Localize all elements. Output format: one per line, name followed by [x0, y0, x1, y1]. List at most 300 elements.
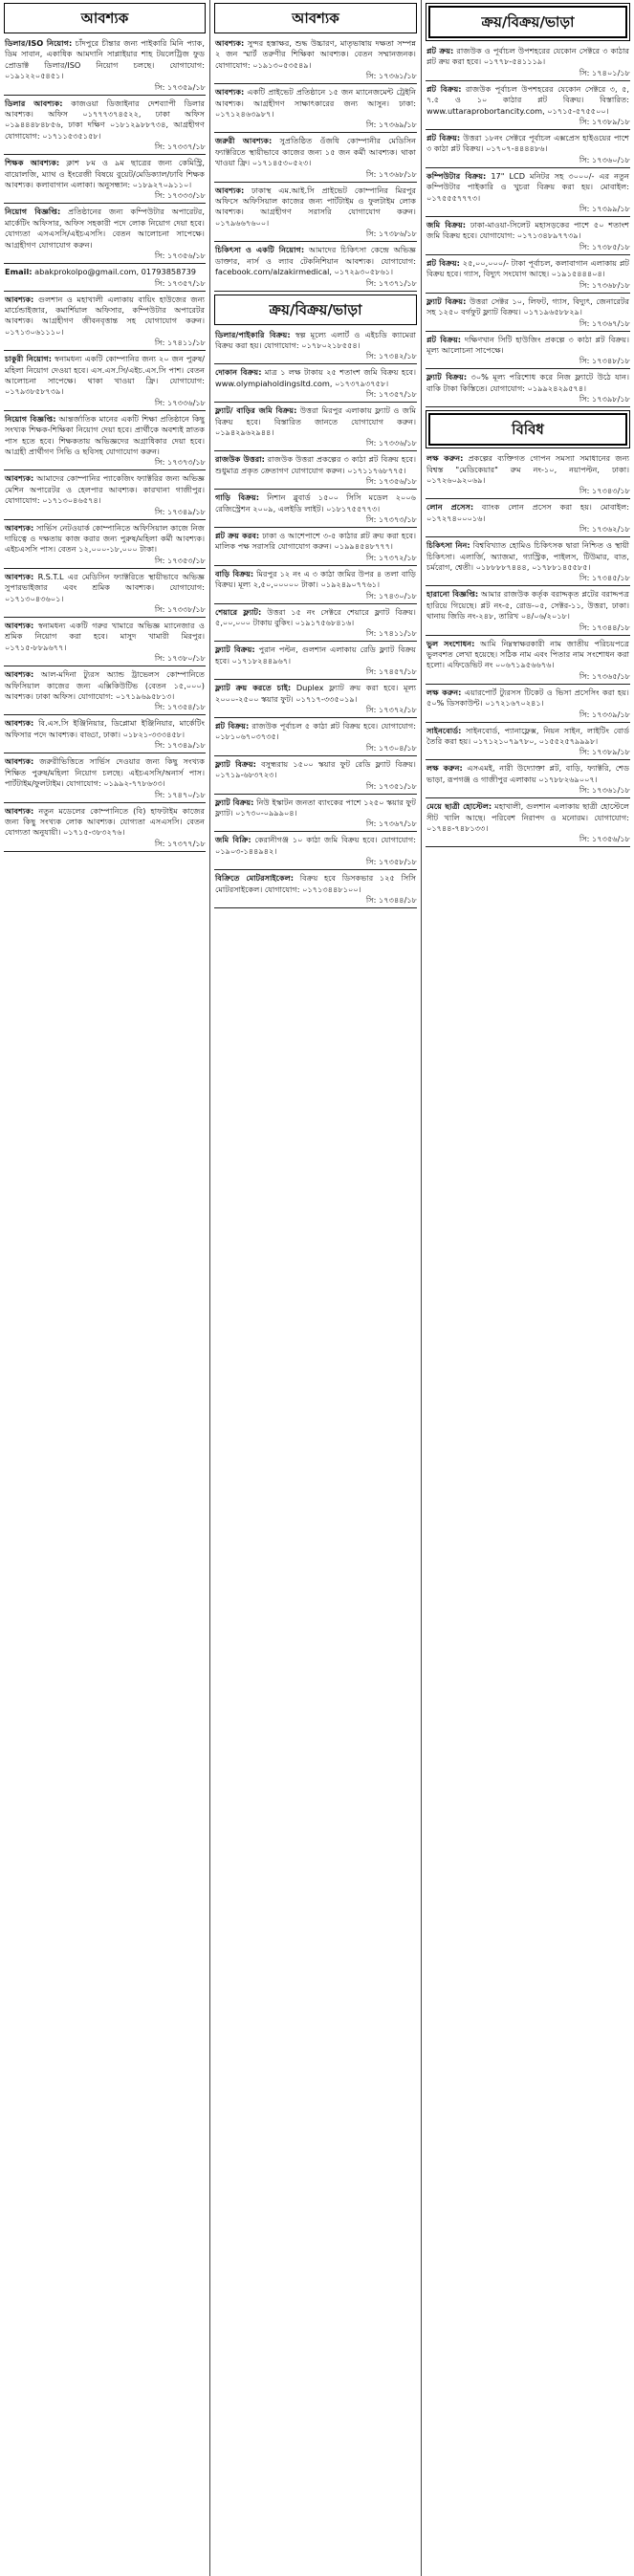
classified-ad [214, 405, 417, 451]
ad-lead: নিয়োগ বিজ্ঞপ্তি: [5, 207, 61, 217]
classified-ad [214, 492, 417, 528]
column-divider [209, 0, 210, 2576]
ad-lead: ফ্ল্যাট বিক্রয়: [215, 758, 256, 769]
ad-text: আন্তর্জাতিক মানের একটি শিক্ষা প্রতিষ্ঠানে কিছু সংখ্যক শিক্ষক-শিক্ষিকা নিয়োগ দেয়া হবে। প্রার্থীকে অবশ্যই স্নাতক পাস হতে হবে। শিক্ষকতায় অভিজ্ঞদের অগ্রাধিকার দেয়া হবে। আগ্রহী প্রার্থীগণ সিভি ও ছবিসহ যোগাযোগ করুন। [5, 413, 205, 456]
ad-body [426, 133, 630, 155]
ad-text: স্বল্প মূল্যে এলার্ট ও এইচডি ক্যামেরা বিক্রয় করা হয়। যোগাযোগ: ০১৭৮০২১৮৫৫৪। [215, 329, 417, 350]
ad-divider [214, 907, 417, 908]
ad-divider [214, 794, 417, 795]
ad-reference: সি: ১৭৩৯৮/১৮ [579, 394, 630, 404]
ad-lead: আবশ্যক: [5, 669, 34, 680]
ad-body [426, 296, 630, 318]
classified-ad [4, 473, 206, 519]
ad-text: নিশান ব্লুবার্ড ১৫০০ সিসি মডেল ২০০৬ রেজিস্ট্রেশন ২০০৯, এলইডি লাইট। ০১৮১৭৫৫৭৭৩। [215, 492, 416, 513]
ad-divider [214, 489, 417, 490]
column-left [4, 0, 206, 2576]
classified-ad [426, 258, 630, 294]
ad-lead: আবশ্যক: [5, 522, 34, 533]
ad-reference: সি: ১৭৪৭০/১৮ [154, 789, 206, 799]
ad-lead: Email: [5, 267, 33, 277]
classified-ad [426, 46, 630, 81]
ad-text: ঢাকা-মাওয়া-সিলেট মহাসড়কের পাশে ৫০ শতাংশ জমি বিক্রয় হবে। যোগাযোগ: ০১৭১৩৪৮৯৭৭৩৯। [426, 220, 629, 241]
ad-lead: জমি বিক্রয়: [426, 220, 467, 230]
section-heading: ক্রয়/বিক্রয়/ভাড়া [214, 295, 417, 325]
ad-divider [426, 759, 630, 760]
ad-text: 17" LCD মনিটর সহ ৩০০০/- এর নতুন কম্পিউটার পাইকারি ও খুচরা বিক্রয় করা হয়। মোবাইল: ০১৭৫৫৫৭৭৭৩। [426, 170, 629, 203]
ad-reference: সি: ১৭৩৮৫/১৮ [579, 241, 630, 251]
ad-divider [426, 797, 630, 798]
ad-text: বিশ্ববিখ্যাত হোমিও চিকিৎসক দ্বারা নিশ্চিত ও স্থায়ী চিকিৎসা। এলার্জি, অ্যাজমা, গ্যাস্ট্রিক, পাইলস, টিউমার, বাত, চর্মরোগ, শ্বেতী। ০১৮৮৮৮৭৪৪৪, ০১৭৮৮১৪৫৫৮৫। [426, 540, 629, 572]
ad-divider [214, 755, 417, 756]
ad-divider [426, 331, 630, 332]
column-middle [214, 0, 417, 2576]
classified-ad [426, 84, 630, 130]
ad-reference: সি: ১৭৩৯৯/১৮ [579, 204, 630, 214]
ad-lead: লক্ষ করুন: [426, 763, 463, 774]
classified-ad [4, 756, 206, 802]
classified-ad [426, 801, 630, 847]
classified-ad [426, 171, 630, 217]
section-heading: বিবিধ [428, 413, 627, 446]
ad-reference: সি: ১৭৩৬০/১৮ [579, 154, 630, 164]
ad-text: ঢাকা ও আশেপাশে ৩-৫ কাঠার প্লট ক্রয় করা হবে। মালিক পক্ষ সরাসরি যোগাযোগ করুন। ০১৯৯৪৫৪৮৭৭৭। [215, 530, 416, 552]
classified-ad [426, 540, 630, 586]
ad-body [214, 797, 417, 819]
ad-reference: সি: ১৭৩৬৯/১৮ [365, 120, 417, 130]
ad-reference: সি: ১৭৩৫৩/১৮ [154, 555, 206, 565]
ad-reference: সি: ১৭৩৬৮/১৮ [579, 279, 630, 290]
ad-lead: আবশ্যক: [5, 718, 34, 729]
ad-divider [214, 679, 417, 680]
ad-lead: ভুল সংশোধন: [426, 638, 475, 648]
ad-body [426, 171, 630, 204]
ad-reference: সি: ১৭৩৮৯/১৮ [579, 117, 630, 127]
ad-reference: সি: ১৭৩৭৩/১৮ [365, 513, 417, 524]
ad-lead: গাড়ি বিক্রয়: [215, 492, 260, 503]
ad-reference: সি: ১৭৩৫৪/১৮ [154, 702, 206, 712]
ad-body [426, 220, 630, 242]
classified-ad [214, 683, 417, 718]
ad-body [4, 523, 206, 556]
ad-reference: সি: ১৭৩৭৭/১৮ [154, 838, 206, 848]
ad-text: সুন্দর হস্তাক্ষর, শুদ্ধ উচ্চারণ, মাতৃভাষায় দক্ষতা সম্পন্ন ২ জন স্মার্ট তরুণীর শিক্ষিকা আবশ্যক। বেতন সম্মানজনক। যোগাযোগ: ০১৯১৩০৫৩৫৪৯। [215, 38, 416, 70]
ad-text: উত্তরা ১৫ নং সেক্টরে শেয়ারে ফ্ল্যাট বিক্রয়। ৫,০০,০০০ টাকায় বুকিং। ০১৯১৭৫৬৮৪১৬। [215, 606, 416, 627]
ad-lead: ফ্ল্যাট বিক্রয়: [426, 372, 468, 382]
ad-divider [214, 450, 417, 451]
ad-lead: আবশ্যক: [5, 756, 34, 767]
classified-ad [214, 873, 417, 908]
ad-reference: সি: ১৭৩৫৮/১৮ [365, 857, 417, 867]
ad-divider [426, 167, 630, 168]
ad-reference: সি: ১৭৩৭৩/১৮ [154, 457, 206, 468]
ad-reference: সি: ১৭৩৪২/১৮ [365, 351, 417, 361]
ad-text: নিউ ইস্কাটন জনতা ব্যাংকের পাশে ১২৫০ স্কয়ার ফুট ফ্ল্যাট। ০১৭৩০-০৯৯৯০৪। [215, 797, 416, 819]
ad-reference: সি: ১৭৩৮৬/১৮ [365, 229, 417, 239]
ad-body [426, 801, 630, 834]
ad-reference: সি: ১৭৩৩৯/১৮ [579, 709, 630, 719]
ad-body [214, 759, 417, 781]
classified-ad [214, 721, 417, 756]
section-heading: আবশ্যক [4, 3, 206, 33]
ad-reference: সি: ১৭৩৪৩/১৮ [579, 486, 630, 496]
ad-reference: সি: ১৭৪৩০/১৮ [365, 590, 417, 600]
classified-ad [426, 372, 630, 407]
ad-reference: সি: ১৭৩৫৯/১৮ [154, 81, 206, 92]
ad-body [4, 267, 206, 277]
ad-lead: কম্পিউটার বিক্রয়: [426, 170, 487, 181]
ad-divider [4, 469, 206, 470]
ad-text: একটি প্রাইভেট প্রতিষ্ঠানে ১৫ জন ম্যানেজমেন্ট ট্রেইনি আবশ্যক। আগ্রহীগণ সাক্ষাৎকারের জন্য আসুন। ঢাকা: ০১৭১২৪৬৩৯৮৭। [215, 87, 416, 120]
classified-ad [214, 245, 417, 291]
ad-text: ৩০% মূল্য পরিশোধ করে নিজ ফ্ল্যাটে উঠে যান। বাকি টাকা কিস্তিতে। যোগাযোগ: ০১৯৯২৪২৯৫৭৪। [426, 372, 629, 393]
ad-lead: প্লট ক্রয় করব: [215, 530, 260, 540]
classified-ad [214, 607, 417, 643]
ad-reference: সি: ১৭৩৫৬/১৮ [365, 476, 417, 487]
ad-divider [4, 802, 206, 803]
ad-text: পুরান পল্টন, গুলশান এলাকায় রেডি ফ্ল্যাট বিক্রয় হবে। ০১৭১৮২৪৪৯৬৭। [215, 644, 416, 666]
ad-divider [4, 350, 206, 351]
ad-divider [426, 368, 630, 369]
classified-ad [426, 220, 630, 255]
ad-reference: সি: ১৭৩৬৭/১৮ [365, 819, 417, 829]
ad-body [4, 295, 206, 338]
ad-reference: সি: ১৭৩৭২/১৮ [365, 552, 417, 562]
ad-body [214, 531, 417, 553]
classified-ad [4, 572, 206, 618]
ad-divider [4, 519, 206, 520]
ad-text: মিরপুর ১২ নং এ ৩ কাঠা জমির উপর ৪ তলা বাড়ি বিক্রয়। মূল্য ২,৫০,০০০০০ টাকা। ০১৯২৪৯০৭৭৬১। [215, 568, 417, 590]
ad-body [426, 540, 630, 573]
ad-lead: ফ্ল্যাট বিক্রয়: [215, 644, 255, 655]
ad-body [4, 98, 206, 142]
section-heading: ক্রয়/বিক্রয়/ভাড়া [428, 6, 627, 38]
ad-lead: শেয়ারে ফ্ল্যাট: [215, 606, 262, 617]
classified-ad [4, 523, 206, 569]
ad-divider [214, 291, 417, 292]
ad-text: উত্তরা সেক্টর ১০, লিফট, গ্যাস, বিদ্যুৎ, জেনারেটর সহ ১২৫০ বর্গফুট ফ্ল্যাট বিক্রয়। ০১৭১৯৬৫৮৮২৯। [426, 295, 629, 317]
ad-body [4, 756, 206, 789]
ad-divider [214, 132, 417, 133]
ad-reference: সি: ১৭৩৬১/১৮ [579, 785, 630, 796]
ad-body [214, 245, 417, 277]
ad-lead: শিক্ষক আবশ্যক: [5, 158, 60, 168]
classified-ad [426, 639, 630, 685]
section-heading: আবশ্যক [214, 3, 417, 33]
ad-text: Duplex ফ্ল্যাট ক্রয় করা হবে। মূল্য ২০০০-২৫০০ স্কয়ার ফুট। ০১৭১৭-৩৩৫০১৯। [215, 683, 416, 704]
ad-divider [426, 254, 630, 255]
ad-lead: মেয়ে ছাত্রী হোস্টেল: [426, 801, 492, 812]
ad-body [4, 669, 206, 702]
classified-ad [214, 759, 417, 795]
classified-ad [214, 38, 417, 84]
ad-lead: বাড়ি বিক্রয়: [215, 568, 254, 579]
ad-body [214, 38, 417, 71]
ad-text: এসএমই, নারী উদ্যোক্তা প্লট, বাড়ি, ফ্যাক্টরি, শেড ভাড়া, রূপগঞ্জ ও গাজীপুর এলাকায় ০১৭৮৮২৬৯০০৭। [426, 763, 629, 784]
classified-ad [4, 718, 206, 753]
ad-divider [426, 846, 630, 847]
ad-text: ক্লাশ ৮ম ও ৯ম ছাত্রের জন্য কেমিস্ট্রি, বায়োলজি, ম্যাথ ও ইংরেজী বিষয়ে বুয়েট/মেডিক্যাল/ঢাবি শিক্ষক আবশ্যক। কলাবাগান এলাকা। অনুসন্ধান: ০১৮৯২৭০৯১১০। [5, 158, 206, 190]
ad-lead: প্লট ক্রয়: [426, 46, 454, 55]
ad-text: রাজউক ও পূর্বাচল উপশহরের যেকোন সেক্টরে ৩ কাঠার প্লট ক্রয় করা হবে। ০১৭৭৮-৫৪১১১৯। [426, 46, 629, 67]
ad-reference: সি: ১৭৩৫৭/১৮ [154, 277, 206, 288]
ad-text: আমার রাজউক কর্তৃক বরাদ্দকৃত প্লটের বরাদ্দপত্র হারিয়ে গিয়েছে। প্লট নং-৫, রোড-০৫, সেক্টর-১১, উত্তরা, ঢাকা। থানায় জিডি নং-২৪৮, তারিখ ০৪/০৬/২০১৮। [426, 589, 630, 622]
ad-text: রাজউক পূর্বাচল ৫ কাঠা প্লট বিক্রয় হবে। যোগাযোগ: ০১৮১০৬৭০৩৭৩৫। [215, 721, 417, 742]
ad-lead: প্লট বিক্রয়: [426, 83, 462, 94]
classified-ad [4, 621, 206, 666]
ad-lead: প্লট বিক্রয়: [215, 721, 250, 731]
classified-ad [4, 38, 206, 96]
ad-divider [214, 402, 417, 403]
ad-divider [426, 498, 630, 499]
ad-text: কাজওয়া ডিজাইনার দেশব্যাপী ডিলার আবশ্যক। অফিস ০১৭৭৭৩৭৪৫২২, ঢাকা অফিস ০১৯৪৪৪৮৪৮৫৬, ঢাকা দক্ষিণ ০১৮১২৯৮৮৭৩৪, আগ্রহীগণ যোগাযোগ: ০১৭১১৫৩৫১৫৮। [5, 98, 206, 141]
ad-body [214, 405, 417, 438]
ad-reference: সি: ১৭৩৪৮/১৮ [579, 356, 630, 366]
ad-lead: লক্ষ করুন: [426, 687, 462, 697]
ad-reference: সি: ১৭৩৩৮/১৮ [154, 604, 206, 615]
ad-reference: সি: ১৭৩৬১/১৮ [365, 71, 417, 81]
ad-reference: সি: ১৭৩৮৯/১৮ [579, 747, 630, 757]
ad-reference: সি: ১৭৩৮০/১৮ [154, 653, 206, 664]
ad-reference: সি: ১৭৩৩৬/১৮ [154, 397, 206, 407]
ad-reference: সি: ১৭৩৭১/১৮ [365, 277, 417, 288]
column-right [426, 0, 630, 2576]
ad-divider [214, 717, 417, 718]
ad-body [214, 330, 417, 352]
ad-body [426, 688, 630, 709]
ad-body [426, 372, 630, 394]
ad-body [4, 207, 206, 251]
ad-body [4, 621, 206, 653]
classified-ad [426, 688, 630, 723]
classified-ad [426, 502, 630, 537]
classified-ad [4, 806, 206, 852]
classified-ad [214, 186, 417, 243]
ad-reference: সি: ১৭৩৫৭/১৮ [365, 389, 417, 400]
ad-divider [214, 182, 417, 183]
ad-divider [426, 722, 630, 723]
ad-lead: আবশ্যক: [5, 621, 34, 631]
ad-text: কেরানীগঞ্জ ১০ কাঠা জমি বিক্রয় হবে। যোগাযোগ: ০১৯০৩-১৪৪৯৪২। [215, 835, 416, 856]
ad-text: R.S.T.L এর মেডিসিন ফ্যাক্টরিতে স্থায়ীভাবে অভিজ্ঞ সুপারভাইজার এবং শ্রমিক আবশ্যক। যোগাযোগ: ০১৭১৩০৪৩৬০১। [5, 571, 205, 603]
ad-text: ঢাকাস্থ এম.আই.সি প্রাইভেট কোম্পানির মিরপুর অফিসে অফিসিয়াল কাজের জন্য পার্টটাইম ও ফুলটাইম লোক আবশ্যক। আগ্রহীগণ সরাসরি যোগাযোগ করুন। ০১৭৯৬৬৭৬০০। [215, 185, 416, 228]
ad-reference: সি: ১৭৪১১/১৮ [365, 628, 417, 639]
ad-lead: জরুরী আবশ্যক: [215, 136, 273, 146]
ad-divider [4, 410, 206, 411]
ad-lead: আবশ্যক: [5, 571, 34, 581]
ad-text: উত্তরা ১৮নং সেক্টরে পূর্বাচল এক্সপ্রেস হাইওয়ের পাশে ৩ কাঠা প্লট বিক্রয়। ০১৭০৭-৪৪৪৪৮৬। [426, 133, 630, 154]
ad-lead: আবশ্যক: [215, 87, 245, 98]
ad-text: উত্তরা মিরপুর এলাকায় ফ্ল্যাট ও জমি বিক্রয় হবে। বিস্তারিত জানতে যোগাযোগ করুন। ০১৯৪২৯৬২৯৪৪। [215, 405, 416, 437]
ad-text: আমাদের চিকিৎসা কেন্দ্রে অভিজ্ঞ ডাক্তার, নার্স ও ল্যাব টেকনিশিয়ান আবশ্যক। যোগাযোগ: facebook.com/alzakirmedical, ০১৭২৯৩০৫৮৬১। [215, 245, 417, 277]
ad-lead: ফ্ল্যাট ক্রয় করতে চাই: [215, 683, 292, 693]
ad-body [426, 763, 630, 785]
ad-divider [214, 83, 417, 84]
ad-text: আল-মদিনা ট্যুরস অ্যান্ড ট্রাভেলস কোম্পানিতে অফিসিয়াল কাজের জন্য এক্সিকিউটিভ (বেতন ১৫,০০০) আবশ্যক। ঢাকা অফিস। যোগাযোগ: ০১৭১৯৬৯৫৮১৩। [5, 669, 205, 702]
ad-lead: সাইনবোর্ড: [426, 725, 462, 735]
classified-ad [4, 98, 206, 156]
ad-body [214, 454, 417, 476]
ad-reference: সি: ১৭৩৬৭/১৮ [579, 317, 630, 328]
ad-text: বিক্রয় হবে ডিসকভার ১২৫ সিসি মোটরসাইকেল। যোগাযোগ: ০১৭১৩৪৪৮১০০। [215, 873, 416, 894]
ad-text: বি.এস.সি ইঞ্জিনিয়ার, ডিপ্লোমা ইঞ্জিনিয়ার, মার্কেটিং অফিসার পদে আবশ্যক। বাড্ডা, ঢাকা। ০১৮২১-৩৩৩৪৫৮। [5, 718, 205, 739]
ad-lead: চাকুরী নিয়োগ: [5, 354, 52, 364]
ad-lead: নিয়োগ বিজ্ঞপ্তি: [5, 413, 56, 424]
ad-body [426, 258, 630, 280]
ad-lead: প্লট বিক্রয়: [426, 257, 460, 268]
ad-divider [426, 129, 630, 130]
ad-body [4, 806, 206, 839]
ad-divider [4, 291, 206, 292]
classified-ad [214, 367, 417, 403]
ad-text: স্বনামধন্য একটি গরুর খামারে অভিজ্ঞ ম্যানেজার ও শ্রমিক নিয়োগ করা হবে। মাসুদ খামারী মিরপুর। ০১৭১৫-৮৮৯৬৭৭। [5, 621, 205, 652]
ad-body [426, 639, 630, 671]
ad-divider [214, 869, 417, 870]
classified-ad [426, 453, 630, 499]
ad-lead: প্লট বিক্রয়: [426, 133, 461, 143]
ad-divider [426, 536, 630, 537]
ad-lead: ফ্ল্যাট বিক্রয়: [426, 295, 467, 306]
classified-ad [426, 335, 630, 370]
classified-ad [214, 531, 417, 566]
ad-text: রাজউক পূর্বাচল উপশহরের যেকোন সেক্টরে ৩, ৫, ৭.৫ ও ১০ কাঠার প্লট বিক্রয়। বিস্তারিত: www.uttaraprobortancity.com, ০১৭১৫-৫৭৫৫০০। [426, 83, 630, 116]
ad-body [214, 607, 417, 629]
ad-reference: সি: ১৭৩৫৬/১৮ [154, 251, 206, 261]
ad-divider [214, 831, 417, 832]
ad-body [426, 502, 630, 524]
ad-lead: চিকিৎসা ও একটি নিয়োগ: [215, 245, 305, 255]
classified-ad [214, 136, 417, 182]
ad-lead: আবশ্যক: [5, 294, 34, 304]
ad-divider [4, 263, 206, 264]
classified-ad [214, 569, 417, 604]
ad-text: রাজউক উত্তরা প্রকল্পের ৩ কাঠা প্লট বিক্রয় হবে। শুধুমাত্র প্রকৃত ক্রেতাগণ যোগাযোগ করুন। ০১৭১১৭৬৮৭৭৫। [215, 454, 416, 475]
ad-reference: সি: ১৭৩৪৯/১৮ [154, 740, 206, 751]
ad-divider [4, 617, 206, 618]
ad-body [214, 683, 417, 705]
ad-body [214, 644, 417, 666]
ad-divider [426, 684, 630, 685]
ad-text: স্বনামধন্য একটি কোম্পানির জন্য ২০ জন পুরুষ/মহিলা নিয়োগ দেওয়া হবে। এস.এস.সি/এইচ.এস.সি পাশ। বেতন আলোচনা সাপেক্ষে। থাকা খাওয়া ফ্রি। যোগাযোগ: ০১৭৯৩৮৫৮৭৩৯। [5, 354, 206, 397]
ad-lead: ফ্ল্যাট বিক্রয়: [215, 797, 254, 807]
ad-lead: লোন প্রসেস: [426, 502, 474, 513]
classified-ad [426, 726, 630, 761]
ad-divider [426, 635, 630, 636]
ad-text: আমাদের কোম্পানির প্যাকেজিং ফ্যাক্টরির জন্য অভিজ্ঞ মেশিন অপারেটর ও হেলপার আবশ্যক। কারখানা গাজীপুর। যোগাযোগ: ০১৭১৩০৪৬৫৭৪। [5, 473, 206, 506]
ad-reference: সি: ১৭৪০১/১৮ [579, 67, 630, 77]
ad-reference: সি: ১৭৩৩৬/১৮ [365, 438, 417, 448]
ad-reference: সি: ১৭৪১১/১৮ [154, 338, 206, 348]
ad-body [214, 367, 417, 389]
ad-lead: আবশ্যক: [215, 185, 245, 195]
ad-reference: সি: ১৭৩৭২/১৮ [365, 705, 417, 715]
ad-divider [214, 363, 417, 364]
ad-body [426, 453, 630, 486]
column-divider [421, 0, 422, 2576]
ad-text: ২৫,০০,০০০/- টাকা পূর্বাচল, কলাবাগান এলাকায় প্লট বিক্রয় হবে। গ্যাস, বিদ্যুৎ সংযোগ আছে। ০১৯১৫৪৪৪০৪। [426, 257, 629, 279]
ad-divider [4, 851, 206, 852]
ad-body [214, 186, 417, 229]
ad-lead: ফ্ল্যাট/ বাড়ির জমি বিক্রয়: [215, 405, 297, 416]
ad-text: বসুন্ধরায় ১৫০০ স্কয়ার ফুট রেডি ফ্ল্যাট বিক্রয়। ০১৭১৯-৬৮৩৭২৩। [215, 758, 416, 780]
ad-lead: আবশ্যক: [5, 473, 34, 484]
ad-lead: আবশ্যক: [5, 805, 34, 816]
ad-text: প্রকল্পের ব্যক্তিগত গোপন সমস্যা সমাধানের জন্য বিশ্বস্ত "মেডিকেয়ার" রুম নং-১০, নয়াপল্টন, ঢাকা। ০১৭২৬০৯২০৬৯। [426, 453, 629, 485]
classified-ad [426, 133, 630, 168]
ad-divider [214, 527, 417, 528]
ad-reference: সি: ১৭৩৬৫/১৮ [579, 670, 630, 681]
ad-lead: আবশ্যক: [215, 38, 245, 48]
ad-lead: জমি বিক্রি: [215, 835, 251, 845]
ad-reference: সি: ১৭৩৪৫/১৮ [579, 573, 630, 583]
ad-lead: রাজউক উত্তরা: [215, 454, 265, 465]
ad-lead: ডিলার/পাইকারি বিক্রয়: [215, 329, 291, 339]
ad-reference: সি: ১৭৩৩৩/১৮ [154, 190, 206, 201]
ad-body [214, 873, 417, 895]
ad-divider [4, 203, 206, 204]
ad-lead: লক্ষ করুন: [426, 453, 464, 464]
ad-reference: সি: ১৭৩৪৯/১৮ [154, 506, 206, 516]
ad-text: মাত্র ১ লক্ষ টাকায় ২৫ শতাংশ জমি বিক্রয় হবে। www.olympiaholdingsltd.com, ০১৭৩৭৯৩৭৫৮। [215, 367, 417, 388]
ad-text: সার্ভিস নেটওয়ার্ক কোম্পানিতে অফিসিয়াল কাজে নিজ দায়িত্বে ও দক্ষতায় কাজ করার জন্য পুরুষ/মহিলা কর্মী আবশ্যক। এইচএসসি পাস। বেতন ১২,০০০-১৮,০০০ টাকা। [5, 522, 205, 555]
ad-text: দক্ষিণখান সিটি হাউজিং প্রকল্পে ৩ কাঠা প্লট বিক্রয়। মূল্য আলোচনা সাপেক্ষে। [426, 334, 629, 355]
ad-divider [426, 293, 630, 294]
ad-divider [214, 603, 417, 604]
ad-body [214, 569, 417, 591]
ad-divider [4, 568, 206, 569]
ad-reference: সি: ১৭৩৪৪/১৮ [365, 895, 417, 906]
ad-body [4, 718, 206, 740]
ad-body [214, 87, 417, 120]
ad-reference: সি: ১৭৩৫৬/১৮ [579, 834, 630, 844]
ad-reference: সি: ১৭৩৬২/১৮ [579, 524, 630, 535]
ad-reference: সি: ১৭৩৩৭/১৮ [154, 142, 206, 152]
ad-divider [4, 714, 206, 715]
ad-body [214, 835, 417, 857]
ad-divider [426, 80, 630, 81]
ad-text: এয়ারপোর্ট ট্যুরসস টিকেট ও ভিসা প্রসেসিং করা হয়। ৫০% ডিসকাউন্ট। ০১৭২১৬৭০২৪১। [426, 687, 629, 709]
ad-divider [214, 641, 417, 642]
ad-divider [426, 216, 630, 217]
ad-divider [214, 565, 417, 566]
classified-ad [4, 669, 206, 715]
ad-body [214, 136, 417, 168]
ad-body [214, 492, 417, 514]
ad-text: নতুন মডেলের কোম্পানিতে (বি) হাফটাইম কাজের জন্য কিছু সংখ্যক লোক আবশ্যক। যোগ্যতা এসএসসি। বেতন যোগ্যতা অনুযায়ী। ০১৭১৫-৩৮৩২৭৬। [5, 805, 205, 838]
ad-text: প্রতিষ্ঠানের জন্য কম্পিউটার অপারেটর, মার্কেটিং অফিসার, অফিস সহকারী পদে লোক নিয়োগ দেয়া হবে। যোগ্যতা এসএসসি/এইচএসসি। বেতন আলোচনা সাপেক্ষে। আগ্রহীগণ যোগাযোগ করুন। [5, 207, 205, 250]
ad-body [4, 572, 206, 604]
ad-divider [426, 406, 630, 407]
ad-lead: ডিলার আবশ্যক: [5, 98, 63, 108]
ad-lead: চিকিৎসা নিন: [426, 540, 470, 551]
classified-ad [214, 797, 417, 833]
classified-ad [214, 835, 417, 870]
ad-lead: প্লট বিক্রয়: [426, 334, 462, 344]
classified-ad [4, 158, 206, 204]
ad-body [426, 589, 630, 622]
classified-ad [4, 354, 206, 411]
ad-body [4, 473, 206, 506]
ad-lead: হারানো বিজ্ঞপ্তি: [426, 589, 479, 600]
ad-divider [426, 585, 630, 586]
classified-ad [214, 644, 417, 680]
ad-text: abakprokolpo@gmail.com, 01793858739 [34, 267, 196, 277]
ad-divider [4, 95, 206, 96]
ad-divider [4, 154, 206, 155]
ad-reference: সি: ১৭৩৪৪/১৮ [579, 622, 630, 632]
classified-ad [4, 267, 206, 291]
ad-reference: সি: ১৭৩০৪/১৮ [365, 742, 417, 753]
ad-body [4, 414, 206, 458]
